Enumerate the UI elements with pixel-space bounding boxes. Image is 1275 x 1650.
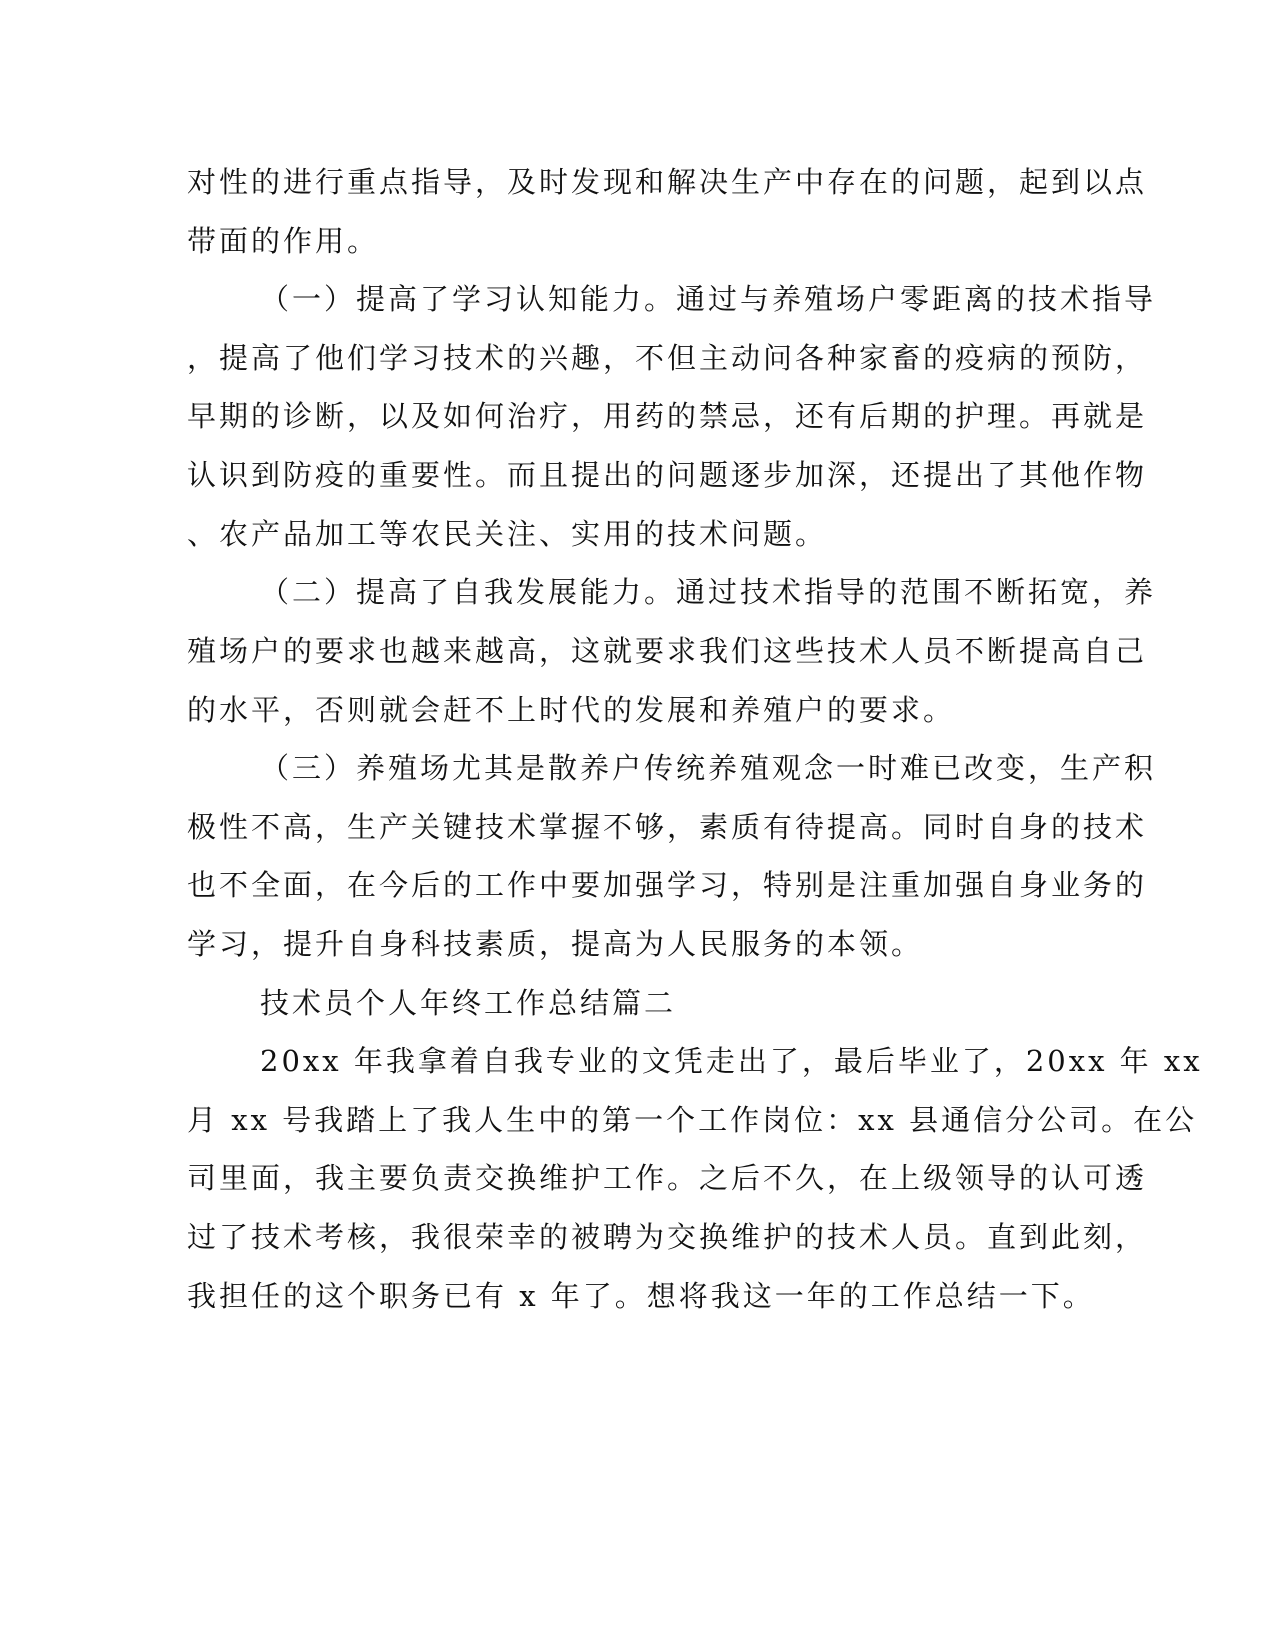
text-line: 对性的进行重点指导，及时发现和解决生产中存在的问题，起到以点	[187, 165, 1148, 199]
text-line: 过了技术考核，我很荣幸的被聘为交换维护的技术人员。直到此刻，	[187, 1220, 1148, 1254]
text-line: 学习，提升自身科技素质，提高为人民服务的本领。	[187, 927, 924, 961]
text-line: 也不全面，在今后的工作中要加强学习，特别是注重加强自身业务的	[187, 868, 1148, 902]
text-line: 早期的诊断，以及如何治疗，用药的禁忌，还有后期的护理。再就是	[187, 399, 1148, 433]
paragraph-first-line: （三）养殖场尤其是散养户传统养殖观念一时难已改变，生产积	[260, 751, 1157, 785]
paragraph-first-line: （一）提高了学习认知能力。通过与养殖场户零距离的技术指导	[260, 282, 1157, 316]
section-heading: 技术员个人年终工作总结篇二	[260, 986, 677, 1020]
text-line: 、农产品加工等农民关注、实用的技术问题。	[187, 517, 828, 551]
text-line: 认识到防疫的重要性。而且提出的问题逐步加深，还提出了其他作物	[187, 458, 1148, 492]
paragraph-first-line: （二）提高了自我发展能力。通过技术指导的范围不断拓宽，养	[260, 575, 1157, 609]
text-line: 的水平，否则就会赶不上时代的发展和养殖户的要求。	[187, 693, 956, 727]
text-line: 我担任的这个职务已有 x 年了。想将我这一年的工作总结一下。	[187, 1279, 1095, 1313]
text-line: 司里面，我主要负责交换维护工作。之后不久，在上级领导的认可透	[187, 1161, 1148, 1195]
text-line: 带面的作用。	[187, 224, 380, 258]
paragraph-first-line: 20xx 年我拿着自我专业的文凭走出了，最后毕业了，20xx 年 xx	[260, 1044, 1203, 1078]
text-line: ，提高了他们学习技术的兴趣，不但主动问各种家畜的疫病的预防，	[187, 341, 1148, 375]
text-line: 月 xx 号我踏上了我人生中的第一个工作岗位：xx 县通信分公司。在公	[187, 1103, 1198, 1137]
text-line: 殖场户的要求也越来越高，这就要求我们这些技术人员不断提高自己	[187, 634, 1148, 668]
text-line: 极性不高，生产关键技术掌握不够，素质有待提高。同时自身的技术	[187, 810, 1148, 844]
